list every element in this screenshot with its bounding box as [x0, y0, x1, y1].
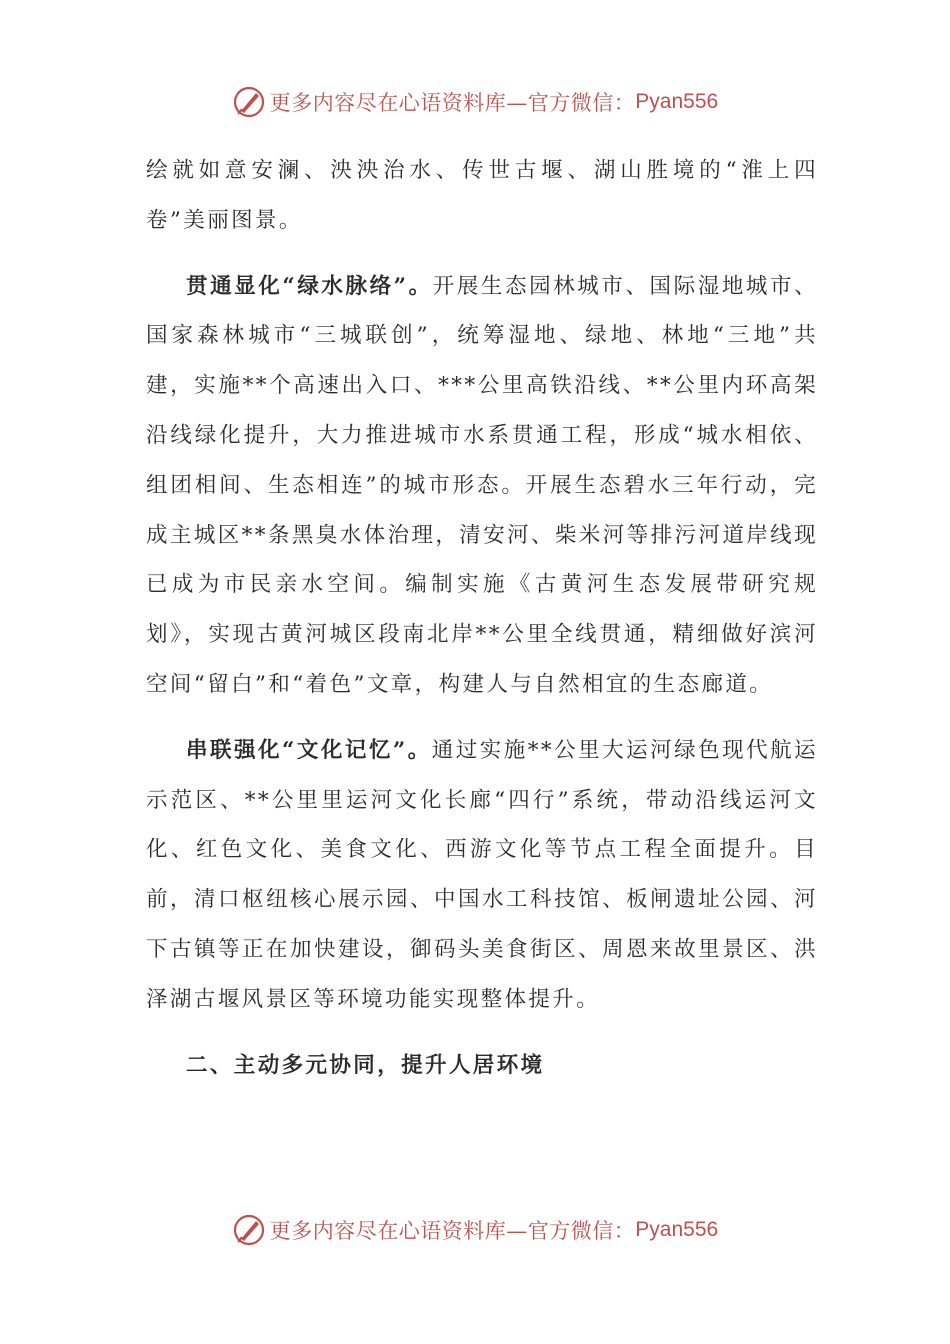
watermark-wechat-id: Pyan556: [635, 90, 719, 113]
document-body: [146, 146, 818, 1090]
quill-logo-icon: [232, 1213, 266, 1247]
watermark-text: 更多内容尽在心语资料库—官方微信：: [269, 1219, 636, 1243]
footer-watermark: [0, 1208, 950, 1252]
paragraph-text: 开展生态园林城市、国际湿地城市、国家森林城市“三城联创”，统筹湿地、绿地、林地“三地”共建，实施**个高速出入口、***公里高铁沿线、**公里内环高架沿线绿化提升，大力推进城市水系贯通工程，形成“城水相依、组团相间、生态相连”的城市形态。开展生态碧水三年行动，完成主城区**条黑臭水体治理，清安河、柴米河等排污河道岸线现已成为市民亲水空间。编制实施《古黄河生态发展带研究规划》，实现古黄河城区段南北岸**公里全线贯通，精细做好滨河空间“留白”和“着色”文章，构建人与自然相宜的生态廊道。: [146, 273, 818, 697]
header-watermark: [0, 80, 950, 124]
paragraph-lead: 贯通显化“绿水脉络”。: [186, 273, 433, 299]
paragraph-cultural-memory: [146, 726, 818, 1025]
paragraph-lead: 串联强化“文化记忆”。: [186, 737, 432, 763]
quill-logo-icon: [232, 85, 266, 119]
paragraph-continuation: [146, 146, 818, 246]
section-heading: 二、主动多元协同，提升人居环境: [186, 1052, 545, 1078]
paragraph-text: 绘就如意安澜、泱泱治水、传世古堰、湖山胜境的“淮上四卷”美丽图景。: [146, 158, 818, 233]
paragraph-green-water: [146, 262, 818, 710]
watermark-text: 更多内容尽在心语资料库—官方微信：: [269, 91, 636, 115]
paragraph-text: 通过实施**公里大运河绿色现代航运示范区、**公里里运河文化长廊“四行”系统，带动沿线运河文化、红色文化、美食文化、西游文化等节点工程全面提升。目前，清口枢纽核心展示园、中国水工科技馆、板闸遗址公园、河下古镇等正在加快建设，御码头美食街区、周恩来故里景区、洪泽湖古堰风景区等环境功能实现整体提升。: [146, 737, 818, 1012]
watermark-wechat-id: Pyan556: [635, 1218, 719, 1241]
